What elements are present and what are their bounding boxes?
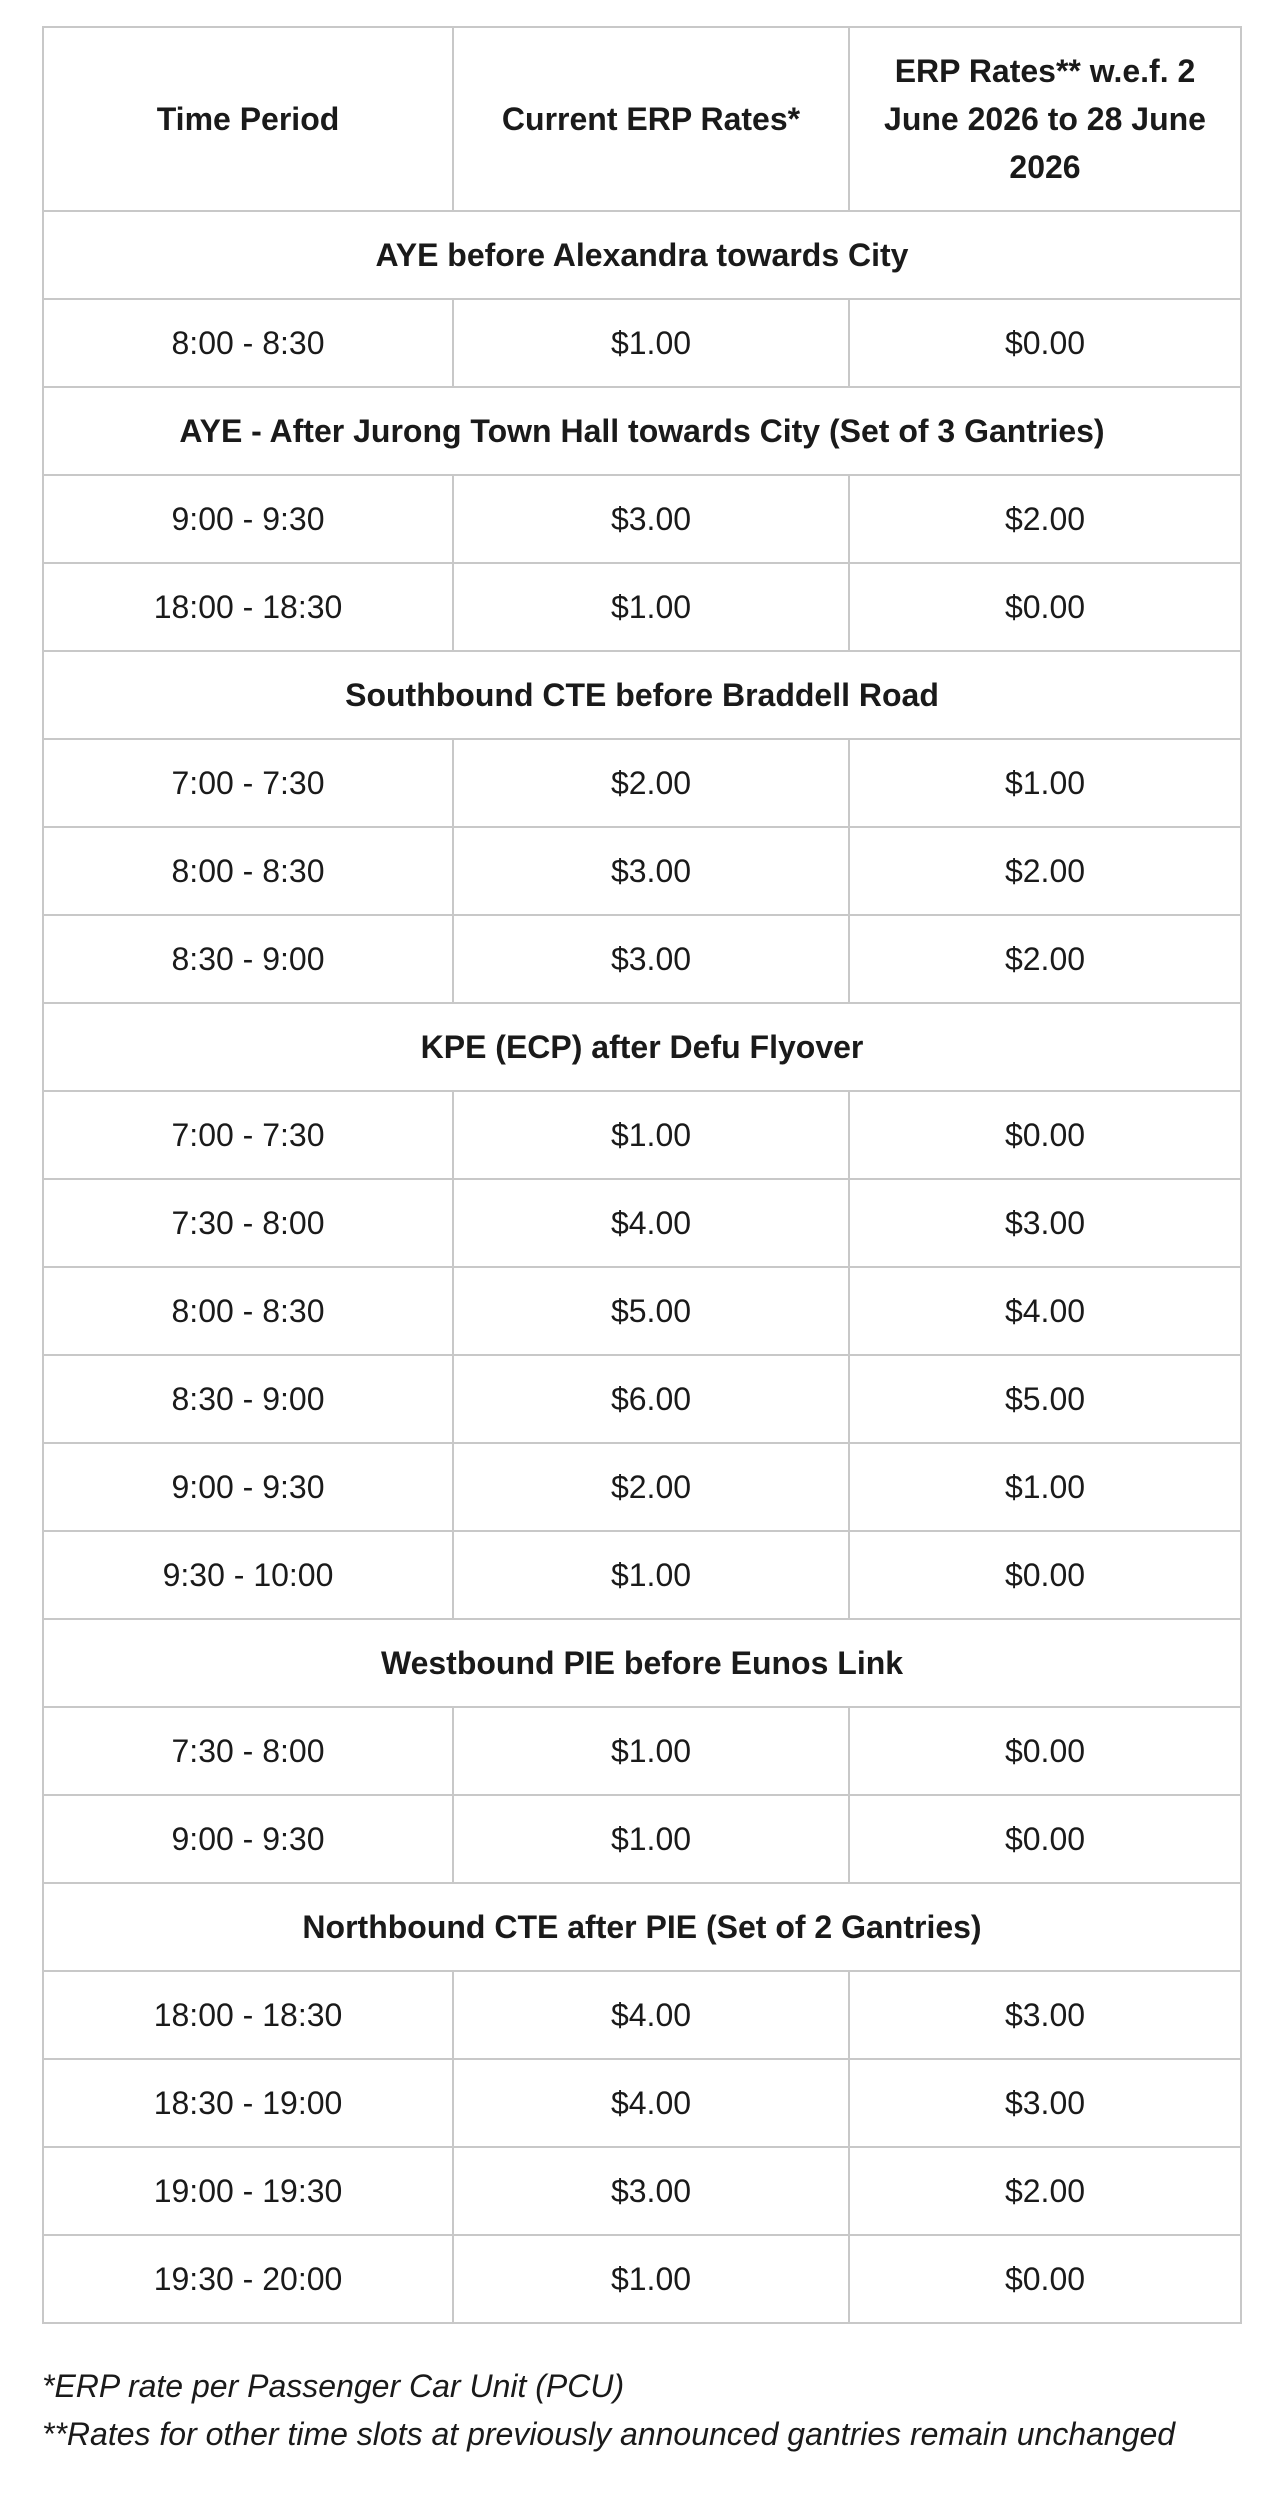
time-period-cell: 18:00 - 18:30 [43,1971,453,2059]
section-header-row [43,1003,1241,1091]
new-rate-cell: $2.00 [849,915,1241,1003]
current-rate-cell: $4.00 [453,1179,849,1267]
new-rate-cell: $0.00 [849,2235,1241,2323]
current-rate-cell: $1.00 [453,2235,849,2323]
time-period-cell: 9:30 - 10:00 [43,1531,453,1619]
section-title: Southbound CTE before Braddell Road [43,651,1241,739]
section-header-row [43,1619,1241,1707]
time-period-cell: 19:30 - 20:00 [43,2235,453,2323]
time-period-cell: 9:00 - 9:30 [43,475,453,563]
current-rate-cell: $1.00 [453,1795,849,1883]
new-rate-cell: $4.00 [849,1267,1241,1355]
footnote-other-slots: **Rates for other time slots at previously announced gantries remain unchanged [42,2416,1176,2452]
new-rate-cell: $0.00 [849,1795,1241,1883]
new-rate-cell: $0.00 [849,1707,1241,1795]
table-row [43,563,1241,651]
table-row [43,1443,1241,1531]
new-rate-cell: $0.00 [849,563,1241,651]
time-period-cell: 9:00 - 9:30 [43,1443,453,1531]
section-title: AYE before Alexandra towards City [43,211,1241,299]
current-rate-cell: $3.00 [453,475,849,563]
new-rate-cell: $5.00 [849,1355,1241,1443]
table-row [43,1091,1241,1179]
new-rate-cell: $1.00 [849,739,1241,827]
new-rate-cell: $0.00 [849,1531,1241,1619]
new-rate-cell: $0.00 [849,299,1241,387]
header-time-period: Time Period [43,27,453,211]
table-row [43,915,1241,1003]
header-new-rates: ERP Rates** w.e.f. 2 June 2026 to 28 June 2026 [849,27,1241,211]
new-rate-cell: $2.00 [849,2147,1241,2235]
table-row [43,1267,1241,1355]
new-rate-cell: $3.00 [849,1971,1241,2059]
current-rate-cell: $1.00 [453,1091,849,1179]
table-row [43,1531,1241,1619]
time-period-cell: 7:30 - 8:00 [43,1179,453,1267]
section-title: Westbound PIE before Eunos Link [43,1619,1241,1707]
current-rate-cell: $2.00 [453,739,849,827]
table-row [43,2147,1241,2235]
erp-rates-table [42,26,1242,2324]
new-rate-cell: $2.00 [849,475,1241,563]
table-row [43,2235,1241,2323]
table-row [43,299,1241,387]
table-row [43,1971,1241,2059]
table-row [43,1179,1241,1267]
table-row [43,1355,1241,1443]
table-row [43,1795,1241,1883]
table-row [43,2059,1241,2147]
time-period-cell: 18:30 - 19:00 [43,2059,453,2147]
section-header-row [43,1883,1241,1971]
time-period-cell: 7:00 - 7:30 [43,1091,453,1179]
table-row [43,1707,1241,1795]
section-title: Northbound CTE after PIE (Set of 2 Gantries) [43,1883,1241,1971]
current-rate-cell: $4.00 [453,2059,849,2147]
current-rate-cell: $3.00 [453,2147,849,2235]
new-rate-cell: $0.00 [849,1091,1241,1179]
section-header-row [43,211,1241,299]
new-rate-cell: $3.00 [849,2059,1241,2147]
section-title: KPE (ECP) after Defu Flyover [43,1003,1241,1091]
time-period-cell: 8:30 - 9:00 [43,915,453,1003]
table-body [43,211,1241,2323]
time-period-cell: 9:00 - 9:30 [43,1795,453,1883]
table-row [43,739,1241,827]
section-title: AYE - After Jurong Town Hall towards City (Set of 3 Gantries) [43,387,1241,475]
current-rate-cell: $1.00 [453,563,849,651]
new-rate-cell: $3.00 [849,1179,1241,1267]
current-rate-cell: $5.00 [453,1267,849,1355]
new-rate-cell: $2.00 [849,827,1241,915]
current-rate-cell: $4.00 [453,1971,849,2059]
footnotes [42,2362,1242,2458]
current-rate-cell: $3.00 [453,915,849,1003]
current-rate-cell: $1.00 [453,1531,849,1619]
time-period-cell: 18:00 - 18:30 [43,563,453,651]
footnote-pcu: *ERP rate per Passenger Car Unit (PCU) [42,2368,625,2404]
current-rate-cell: $1.00 [453,299,849,387]
time-period-cell: 8:00 - 8:30 [43,1267,453,1355]
current-rate-cell: $2.00 [453,1443,849,1531]
current-rate-cell: $3.00 [453,827,849,915]
section-header-row [43,651,1241,739]
time-period-cell: 8:00 - 8:30 [43,299,453,387]
new-rate-cell: $1.00 [849,1443,1241,1531]
time-period-cell: 8:30 - 9:00 [43,1355,453,1443]
table-row [43,827,1241,915]
time-period-cell: 8:00 - 8:30 [43,827,453,915]
header-current-rates: Current ERP Rates* [453,27,849,211]
time-period-cell: 7:30 - 8:00 [43,1707,453,1795]
current-rate-cell: $6.00 [453,1355,849,1443]
section-header-row [43,387,1241,475]
table-row [43,475,1241,563]
current-rate-cell: $1.00 [453,1707,849,1795]
time-period-cell: 19:00 - 19:30 [43,2147,453,2235]
time-period-cell: 7:00 - 7:30 [43,739,453,827]
table-header-row [43,27,1241,211]
